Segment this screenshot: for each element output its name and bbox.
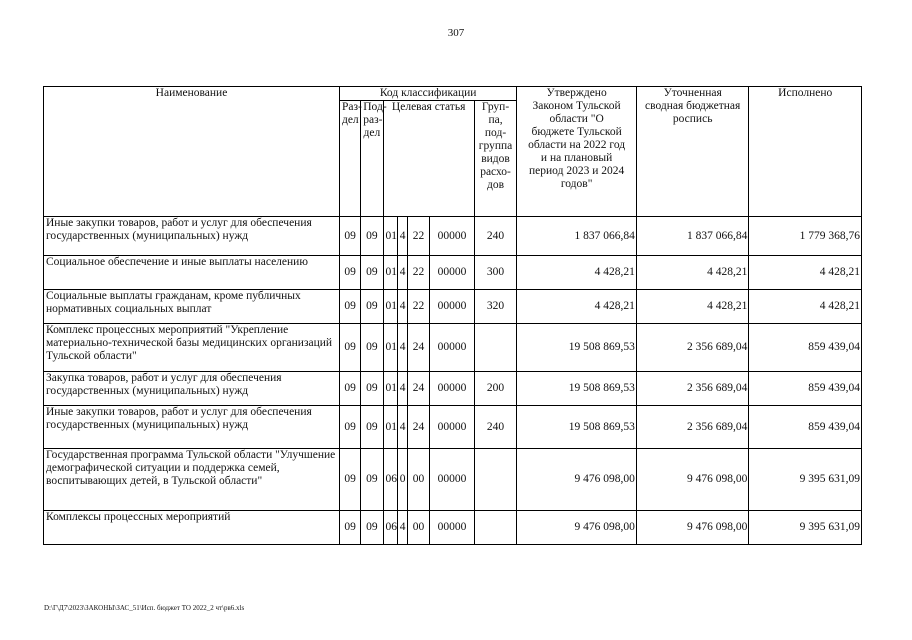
row-refined: 2 356 689,04 [636, 372, 749, 406]
header-executed: Исполнено [749, 87, 862, 217]
row-razdel: 09 [339, 449, 360, 511]
row-executed: 4 428,21 [749, 256, 862, 290]
row-name: Социальное обеспечение и иные выплаты населению [44, 256, 340, 290]
row-target-subprogram: 24 [407, 324, 429, 372]
table-row [44, 256, 862, 290]
footer-file-path: D:\Г\Д7\2023\ЗАКОНЫ\ЗАС_51\Исп. бюджет ТО 2022_2 чт\рв6.xls [44, 604, 245, 612]
row-target-program: 01 [383, 217, 397, 256]
row-razdel: 09 [339, 406, 360, 449]
row-target-program: 06 [383, 511, 397, 545]
row-target-type: 4 [397, 217, 407, 256]
row-refined: 2 356 689,04 [636, 324, 749, 372]
row-executed: 859 439,04 [749, 406, 862, 449]
header-podrazdel: Под- раз- дел [361, 101, 383, 217]
header-approved: Утверждено Законом Тульской области "О бюджете Тульской области на 2022 год и на плановый период 2023 и 2024 годов" [517, 87, 637, 217]
row-podrazdel: 09 [361, 511, 383, 545]
row-expense-group: 240 [474, 217, 517, 256]
row-target-direction: 00000 [430, 372, 475, 406]
row-target-subprogram: 00 [407, 449, 429, 511]
row-name: Закупка товаров, работ и услуг для обеспечения государственных (муниципальных) нужд [44, 372, 340, 406]
page-number: 307 [447, 27, 465, 39]
header-refined: Уточненная сводная бюджетная роспись [636, 87, 749, 217]
row-podrazdel: 09 [361, 449, 383, 511]
row-razdel: 09 [339, 256, 360, 290]
row-podrazdel: 09 [361, 372, 383, 406]
header-razdel: Раз- дел [339, 101, 360, 217]
table-row [44, 290, 862, 324]
row-executed: 9 395 631,09 [749, 449, 862, 511]
row-target-direction: 00000 [430, 324, 475, 372]
row-expense-group [474, 449, 517, 511]
row-refined: 9 476 098,00 [636, 449, 749, 511]
row-podrazdel: 09 [361, 324, 383, 372]
row-target-program: 01 [383, 324, 397, 372]
row-approved: 19 508 869,53 [517, 372, 637, 406]
row-target-subprogram: 22 [407, 290, 429, 324]
row-target-type: 4 [397, 406, 407, 449]
row-executed: 1 779 368,76 [749, 217, 862, 256]
table-row [44, 449, 862, 511]
budget-table [43, 86, 862, 545]
row-expense-group [474, 511, 517, 545]
row-target-program: 01 [383, 372, 397, 406]
table-row [44, 406, 862, 449]
row-target-direction: 00000 [430, 256, 475, 290]
row-razdel: 09 [339, 372, 360, 406]
row-name: Социальные выплаты гражданам, кроме публичных нормативных социальных выплат [44, 290, 340, 324]
row-razdel: 09 [339, 511, 360, 545]
row-target-program: 01 [383, 256, 397, 290]
row-podrazdel: 09 [361, 290, 383, 324]
table-row [44, 372, 862, 406]
table-row [44, 217, 862, 256]
row-target-subprogram: 00 [407, 511, 429, 545]
row-approved: 19 508 869,53 [517, 406, 637, 449]
row-target-type: 0 [397, 449, 407, 511]
row-executed: 4 428,21 [749, 290, 862, 324]
row-target-direction: 00000 [430, 217, 475, 256]
row-approved: 4 428,21 [517, 256, 637, 290]
row-refined: 9 476 098,00 [636, 511, 749, 545]
row-refined: 4 428,21 [636, 256, 749, 290]
row-name: Комплексы процессных мероприятий [44, 511, 340, 545]
row-target-direction: 00000 [430, 511, 475, 545]
table-row [44, 511, 862, 545]
row-refined: 2 356 689,04 [636, 406, 749, 449]
row-target-direction: 00000 [430, 290, 475, 324]
header-name: Наименование [44, 87, 340, 217]
row-target-direction: 00000 [430, 406, 475, 449]
row-approved: 19 508 869,53 [517, 324, 637, 372]
row-expense-group: 240 [474, 406, 517, 449]
row-podrazdel: 09 [361, 406, 383, 449]
row-target-subprogram: 24 [407, 372, 429, 406]
row-approved: 9 476 098,00 [517, 449, 637, 511]
row-refined: 1 837 066,84 [636, 217, 749, 256]
row-target-type: 4 [397, 511, 407, 545]
table-row [44, 324, 862, 372]
row-name: Комплекс процессных мероприятий "Укрепление материально-технической базы медицинских организаций Тульской области" [44, 324, 340, 372]
row-approved: 4 428,21 [517, 290, 637, 324]
row-razdel: 09 [339, 324, 360, 372]
row-target-subprogram: 22 [407, 217, 429, 256]
row-approved: 1 837 066,84 [517, 217, 637, 256]
header-expense-group: Груп- па, под- группа видов расхо- дов [474, 101, 517, 217]
row-target-type: 4 [397, 290, 407, 324]
row-name: Иные закупки товаров, работ и услуг для обеспечения государственных (муниципальных) нужд [44, 406, 340, 449]
row-approved: 9 476 098,00 [517, 511, 637, 545]
row-target-type: 4 [397, 372, 407, 406]
row-expense-group: 320 [474, 290, 517, 324]
row-executed: 859 439,04 [749, 372, 862, 406]
row-razdel: 09 [339, 290, 360, 324]
row-expense-group: 200 [474, 372, 517, 406]
row-target-type: 4 [397, 324, 407, 372]
row-target-direction: 00000 [430, 449, 475, 511]
row-executed: 9 395 631,09 [749, 511, 862, 545]
row-podrazdel: 09 [361, 217, 383, 256]
header-classification-code: Код классификации [339, 87, 516, 101]
row-executed: 859 439,04 [749, 324, 862, 372]
row-refined: 4 428,21 [636, 290, 749, 324]
row-podrazdel: 09 [361, 256, 383, 290]
row-target-program: 01 [383, 290, 397, 324]
row-name: Государственная программа Тульской области "Улучшение демографической ситуации и поддержка семей, воспитывающих детей, в Тульской области" [44, 449, 340, 511]
row-target-program: 06 [383, 449, 397, 511]
row-target-subprogram: 22 [407, 256, 429, 290]
row-name: Иные закупки товаров, работ и услуг для обеспечения государственных (муниципальных) нужд [44, 217, 340, 256]
row-expense-group: 300 [474, 256, 517, 290]
row-razdel: 09 [339, 217, 360, 256]
row-expense-group [474, 324, 517, 372]
row-target-type: 4 [397, 256, 407, 290]
row-target-subprogram: 24 [407, 406, 429, 449]
row-target-program: 01 [383, 406, 397, 449]
header-target-article: Целевая статья [383, 101, 474, 217]
